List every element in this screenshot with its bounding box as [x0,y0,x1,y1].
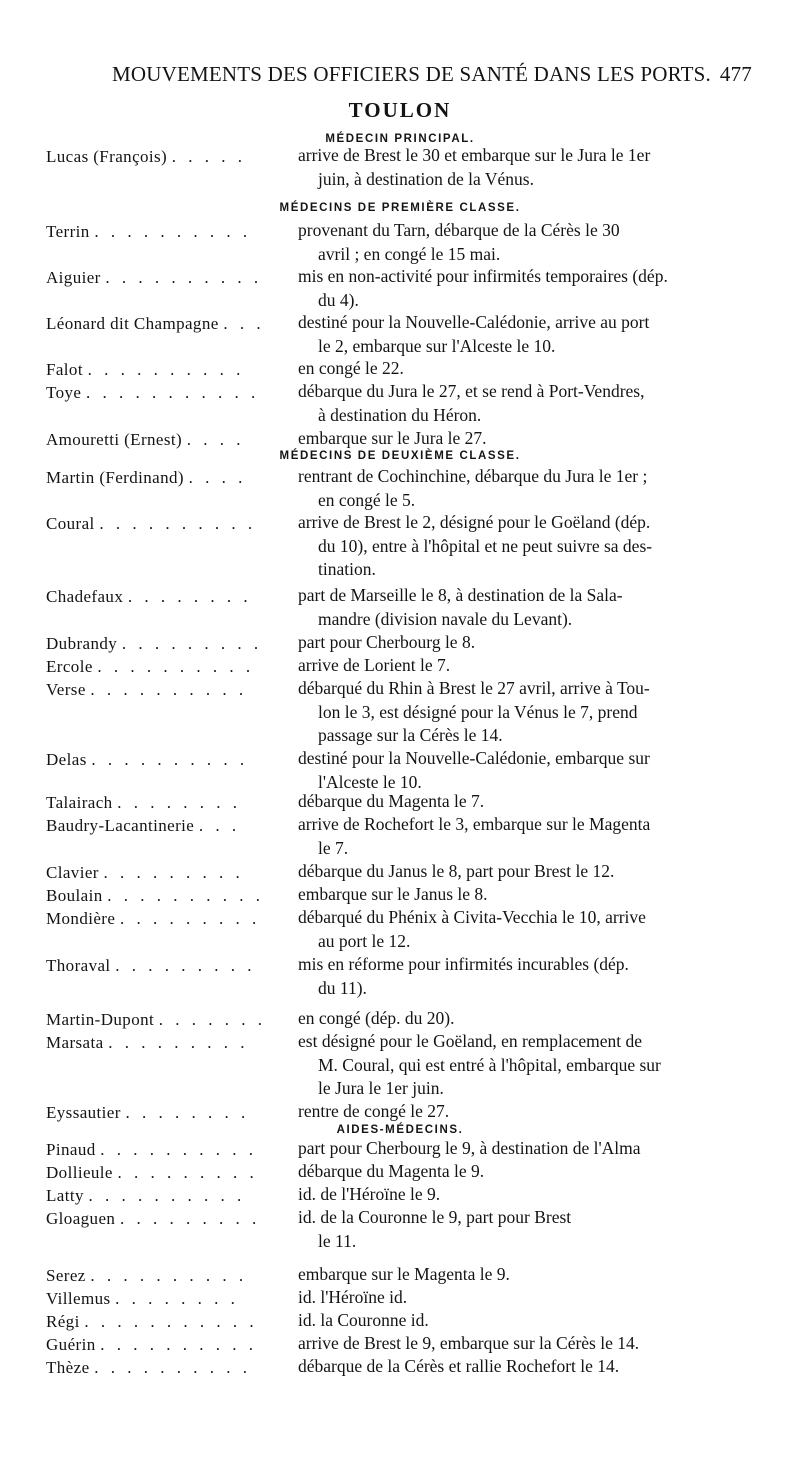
officer-name-text: Coural [46,514,95,533]
description-line: est désigné pour le Goëland, en remplacement de [298,1031,643,1051]
leader-dots: . . . [198,816,241,835]
description-line: id. l'Héroïne id. [298,1287,408,1307]
officer-name [46,1264,296,1287]
leader-dots: . . . . . . . . . . [91,750,249,769]
description-line: le 11. [318,1230,357,1251]
description-line: lon le 3, est désigné pour la Vénus le 7, prend [318,701,638,722]
leader-dots: . . . . . . . . . [108,1033,249,1052]
movement-description [298,1137,760,1161]
officer-name [46,145,296,168]
movement-description [298,906,760,953]
officer-name-text: Guérin [46,1335,96,1354]
officer-name [46,748,296,771]
movement-description [298,677,760,748]
leader-dots: . . . . . . . . . [115,956,256,975]
description-line: arrive de Lorient le 7. [298,655,451,675]
officer-name-text: Boulain [46,886,103,905]
port-heading: TOULON [348,98,452,122]
movement-description [298,1286,760,1310]
section-heading: MÉDECIN PRINCIPAL. [325,133,475,145]
officer-name-text: Chadefaux [46,587,124,606]
officer-name-text: Dollieule [46,1163,113,1182]
description-line: id. de l'Héroïne le 9. [298,1184,441,1204]
officer-name [46,428,296,451]
officer-name [46,884,296,907]
movement-description [298,1332,760,1356]
leader-dots: . . . . . . . . . . [87,360,245,379]
officer-name [46,678,296,701]
officer-name-text: Dubrandy [46,634,118,653]
officer-name [46,1287,296,1310]
movement-description [298,311,760,358]
leader-dots: . . . . . . . . . [121,634,263,653]
description-line: débarqué du Phénix à Civita-Vecchia le 10, arrive [298,907,646,927]
officer-name [46,655,296,678]
officer-name [46,266,296,289]
movement-description [298,511,760,582]
movement-description [298,427,760,451]
officer-name [46,466,296,489]
leader-dots: . . . . [186,430,245,449]
officer-name [46,1008,296,1031]
header-title: MOUVEMENTS DES OFFICIERS DE SANTÉ DANS LES PORTS. [112,62,711,86]
officer-name [46,1101,296,1124]
section-heading: MÉDECINS DE PREMIÈRE CLASSE. [279,202,521,214]
leader-dots: . . . . . . . . . . [88,1186,246,1205]
movement-description [298,790,760,814]
movement-description [298,144,760,191]
leader-dots: . . . [223,314,265,333]
leader-dots: . . . . . . . . . . [90,1266,248,1285]
description-line: le Jura le 1er juin. [318,1078,444,1098]
description-line: en congé (dép. du 20). [298,1008,455,1028]
leader-dots: . . . . . . . . [125,1103,250,1122]
officer-name [46,1138,296,1161]
leader-dots: . . . . . [171,147,247,166]
movement-description [298,883,760,907]
description-line: id. de la Couronne le 9, part pour Brest [298,1207,572,1227]
description-line: mis en non-activité pour infirmités temporaires (dép. [298,266,668,286]
officer-name [46,358,296,381]
description-line: mis en réforme pour infirmités incurables (dép. [298,954,629,974]
movement-description [298,953,760,1000]
movement-description [298,1100,760,1124]
movement-description [298,584,760,631]
officer-name [46,512,296,535]
officer-name-text: Villemus [46,1289,111,1308]
description-line: du 10), entre à l'hôpital et ne peut suivre sa des- [318,535,653,556]
description-line: débarque du Jura le 27, et se rend à Port-Vendres, [298,381,645,401]
description-line: du 11). [318,977,367,998]
movement-description [298,1206,760,1253]
movement-description [298,747,760,794]
movement-description [298,265,760,312]
leader-dots: . . . . . . . . . . [94,1358,251,1377]
description-line: destiné pour la Nouvelle-Calédonie, arrive au port [298,312,650,332]
description-line: passage sur la Cérès le 14. [318,725,503,745]
description-line: embarque sur le Janus le 8. [298,884,488,904]
officer-name [46,381,296,404]
officer-name-text: Lucas (François) [46,147,168,166]
officer-name-text: Martin-Dupont [46,1010,155,1029]
description-line: arrive de Rochefort le 3, embarque sur le Magenta [298,814,651,834]
leader-dots: . . . . . . . [158,1010,267,1029]
description-line: embarque sur le Magenta le 9. [298,1264,510,1284]
description-line: débarque du Magenta le 9. [298,1161,485,1181]
officer-name [46,791,296,814]
officer-name-text: Ercole [46,657,93,676]
officer-name-text: Thoraval [46,956,111,975]
description-line: le 2, embarque sur l'Alceste le 10. [318,335,556,356]
running-header [112,62,752,88]
description-line: embarque sur le Jura le 27. [298,428,487,448]
officer-name-text: Toye [46,383,82,402]
movement-description [298,1030,760,1101]
officer-name-text: Talairach [46,793,113,812]
description-line: arrive de Brest le 9, embarque sur la Cérès le 14. [298,1333,640,1353]
leader-dots: . . . . . . . . . . [100,1140,258,1159]
officer-name [46,1333,296,1356]
officer-name-text: Verse [46,680,86,699]
movement-description [298,1263,760,1287]
movement-description [298,631,760,655]
description-line: rentrant de Cochinchine, débarque du Jura le 1er ; [298,466,648,486]
officer-name-text: Régi [46,1312,80,1331]
leader-dots: . . . . . . . . . [119,909,261,928]
page-number: 477 [719,62,752,86]
description-line: tination. [318,559,376,579]
leader-dots: . . . . . . . . . [119,1209,261,1228]
officer-name-text: Serez [46,1266,86,1285]
officer-name [46,632,296,655]
officer-name [46,1310,296,1333]
movement-description [298,654,760,678]
description-line: débarque de la Cérès et rallie Rochefort le 14. [298,1356,620,1376]
officer-name [46,861,296,884]
description-line: débarque du Janus le 8, part pour Brest le 12. [298,861,615,881]
officer-name-text: Mondière [46,909,116,928]
movement-description [298,1355,760,1379]
leader-dots: . . . . [188,468,247,487]
officer-name [46,1161,296,1184]
officer-name [46,312,296,335]
description-line: arrive de Brest le 2, désigné pour le Goëland (dép. [298,512,651,532]
movement-description [298,1160,760,1184]
description-line: débarqué du Rhin à Brest le 27 avril, arrive à Tou- [298,678,650,698]
officer-name [46,585,296,608]
officer-name-text: Thèze [46,1358,90,1377]
section-heading: AIDES-MÉDECINS. [336,1124,464,1136]
officer-name-text: Léonard dit Champagne [46,314,219,333]
officer-name-text: Clavier [46,863,99,882]
officer-name [46,220,296,243]
description-line: part pour Cherbourg le 8. [298,632,476,652]
description-line: en congé le 5. [318,489,416,510]
description-line: part de Marseille le 8, à destination de la Sala- [298,585,623,605]
description-line: part pour Cherbourg le 9, à destination de l'Alma [298,1138,641,1158]
officer-name-text: Gloaguen [46,1209,116,1228]
movement-description [298,813,760,860]
description-line: à destination du Héron. [318,404,482,425]
officer-name-text: Aiguier [46,268,101,287]
leader-dots: . . . . . . . . [115,1289,239,1308]
movement-description [298,380,760,427]
officer-name-text: Amouretti (Ernest) [46,430,183,449]
officer-name [46,954,296,977]
description-line: destiné pour la Nouvelle-Calédonie, embarque sur [298,748,650,768]
officer-name [46,1184,296,1207]
officer-name [46,1031,296,1054]
description-line: avril ; en congé le 15 mai. [318,243,501,264]
leader-dots: . . . . . . . . . . [94,222,252,241]
movement-description [298,1309,760,1333]
leader-dots: . . . . . . . . . . [107,886,265,905]
leader-dots: . . . . . . . . . [103,863,244,882]
description-line: id. la Couronne id. [298,1310,429,1330]
description-line: l'Alceste le 10. [318,771,422,792]
section-heading: MÉDECINS DE DEUXIÈME CLASSE. [279,450,521,462]
description-line: juin, à destination de la Vénus. [318,168,534,189]
leader-dots: . . . . . . . . . . [99,514,257,533]
description-line: M. Coural, qui est entré à l'hôpital, embarque sur [318,1054,661,1075]
movement-description [298,357,760,381]
officer-name-text: Martin (Ferdinand) [46,468,184,487]
description-line: débarque du Magenta le 7. [298,791,485,811]
description-line: au port le 12. [318,930,411,951]
leader-dots: . . . . . . . . . . . [86,383,260,402]
officer-name [46,814,296,837]
leader-dots: . . . . . . . . [117,793,241,812]
leader-dots: . . . . . . . . [127,587,252,606]
movement-description [298,219,760,266]
officer-name-text: Pinaud [46,1140,96,1159]
movement-description [298,1183,760,1207]
officer-name [46,1356,296,1379]
leader-dots: . . . . . . . . . . [100,1335,258,1354]
description-line: arrive de Brest le 30 et embarque sur le Jura le 1er [298,145,651,165]
officer-name-text: Latty [46,1186,84,1205]
officer-name-text: Terrin [46,222,90,241]
description-line: le 7. [318,837,349,858]
leader-dots: . . . . . . . . . [117,1163,258,1182]
officer-name [46,907,296,930]
description-line: du 4). [318,289,359,310]
movement-description [298,465,760,512]
officer-name-text: Marsata [46,1033,104,1052]
leader-dots: . . . . . . . . . . . [84,1312,258,1331]
officer-name-text: Delas [46,750,87,769]
movement-description [298,860,760,884]
leader-dots: . . . . . . . . . . [97,657,255,676]
officer-name-text: Baudry-Lacantinerie [46,816,195,835]
description-line: en congé le 22. [298,358,404,378]
description-line: mandre (division navale du Levant). [318,608,573,629]
officer-name-text: Eyssautier [46,1103,121,1122]
description-line: provenant du Tarn, débarque de la Cérès le 30 [298,220,620,240]
officer-name-text: Falot [46,360,83,379]
description-line: rentre de congé le 27. [298,1101,450,1121]
officer-name [46,1207,296,1230]
leader-dots: . . . . . . . . . . [105,268,263,287]
movement-description [298,1007,760,1031]
leader-dots: . . . . . . . . . . [90,680,248,699]
